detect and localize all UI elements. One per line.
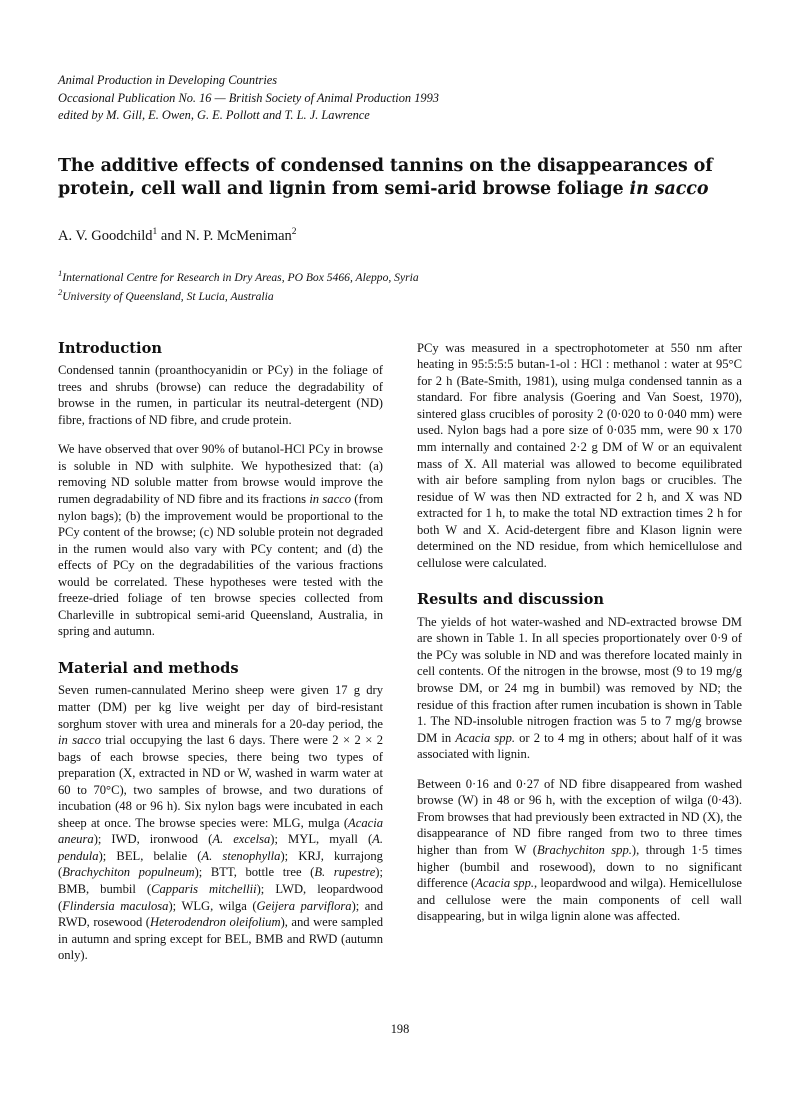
material-methods-paragraph-1: Seven rumen-cannulated Merino sheep were given 17 g dry matter (DM) per kg live weight per day of bird-resistant sorghum stover with urea and minerals for a 20-day period, the in sacco trial occupying the last 6 days. There were 2 × 2 × 2 bags of each browse species, there being two types of preparation (X, extracted in ND or W, washed in warm water at 60 to 70°C), two samples of browse, and two durations of incubation (48 or 96 h). Six nylon bags were incubated in each sheep at once. The browse species were: MLG, mulga (Acacia aneura); IWD, ironwood (A. excelsa); MYL, myall (A. pendula); BEL, belalie (A. stenophylla); KRJ, kurrajong (Brachychiton populneum); BTT, bottle tree (B. rupestre); BMB, bumbil (Capparis mitchellii); LWD, leopardwood (Flindersia maculosa); WLG, wilga (Geijera parviflora); and RWD, rosewood (Heterodendron oleifolium), and were sampled in autumn and spring except for BEL, BMB and RWD (autumn only). xyxy=(58,683,383,963)
author-list: A. V. Goodchild$^1$ and N. P. McMeniman$^2$ xyxy=(58,227,297,245)
column-left xyxy=(58,340,383,964)
series-header xyxy=(58,72,742,125)
body-columns xyxy=(58,340,742,964)
author-affil-marker-1: 1 xyxy=(152,227,158,238)
affiliations xyxy=(58,267,742,306)
affiliation-marker-2: 2 xyxy=(58,287,63,298)
results-paragraph-2: Between 0·16 and 0·27 of ND fibre disappeared from washed browse (W) in 48 or 96 h, with the exception of wilga (0·43). From browses that had previously been extracted in ND (X), the disappearance of ND fibre ranged from two to three times higher than from W (Brachychiton spp.), through 1·5 times higher (bumbil and rosewood), down to no significant difference (Acacia spp., leopardwood and wilga). Hemicellulose and cellulose were the main components of cell wall disappearing, but in wilga lignin alone was affected. xyxy=(417,776,742,924)
heading-material-and-methods: Material and methods xyxy=(58,659,239,677)
page-title xyxy=(58,155,742,202)
author-affil-marker-2: 2 xyxy=(291,227,297,238)
heading-introduction: Introduction xyxy=(58,339,162,357)
heading-results-and-discussion: Results and discussion xyxy=(417,591,604,609)
series-line-1: Animal Production in Developing Countries xyxy=(58,73,278,87)
results-paragraph-1: The yields of hot water-washed and ND-extracted browse DM are shown in Table 1. In all species proportionately over 0·9 of the PCy was soluble in ND and was therefore located mainly in cell contents. Of the nitrogen in the browse, most (9 to 19 mg/g browse DM, or 24 mg in bumbil) was removed by ND; the residue of this fraction after rumen incubation is shown in Table 1. The ND-insoluble nitrogen fraction was 5 to 7 mg/g browse DM in Acacia spp. or 2 to 4 mg in others; about half of it was associated with lignin. xyxy=(417,614,742,762)
introduction-paragraph-2: We have observed that over 90% of butanol-HCl PCy in browse is soluble in ND with sulphite. We hypothesized that: (a) removing ND soluble matter from browse would improve the rumen degradability of ND fibre and its fractions in sacco (from nylon bags); (b) the improvement would be proportional to the PCy content of the browse; (c) ND soluble protein not degraded in the rumen would also vary with PCy content; and (d) the effects of PCy on the degradabilities of the various fractions would be correlated. These hypotheses were tested with the freeze-dried foliage of ten browse species collected from Charleville in subtropical semi-arid Queensland, Australia, in spring and autumn. xyxy=(58,442,383,639)
series-line-3: edited by M. Gill, E. Owen, G. E. Pollott and T. L. J. Lawrence xyxy=(58,108,370,123)
affiliation-2: $^2$University of Queensland, St Lucia, Australia xyxy=(58,287,274,304)
page-number: 198 xyxy=(390,1022,410,1036)
column-right xyxy=(417,340,742,938)
title-italic-text: in sacco xyxy=(629,179,709,200)
affiliation-1: $^1$International Centre for Research in Dry Areas, PO Box 5466, Aleppo, Syria xyxy=(58,268,419,285)
page-content xyxy=(58,72,742,964)
affiliation-marker-1: 1 xyxy=(58,268,63,279)
introduction-paragraph-1: Condensed tannin (proanthocyanidin or PCy) in the foliage of trees and shrubs (browse) can reduce the degradability of browse in the rumen, in particular its neutral-detergent (ND) fibre, fractions of ND fibre, and crude protein. xyxy=(58,363,383,427)
title-text: The additive effects of condensed tannins on the disappearances of protein, cell wall and lignin from semi-arid browse foliage xyxy=(58,155,713,200)
material-methods-paragraph-2: PCy was measured in a spectrophotometer at 550 nm after heating in 95:5:5:5 butan-1-ol : HCl : methanol : water at 95°C for 2 h (Bate-Smith, 1981), using mulga condensed tannin as a standard. For fibre analysis (Goering and Van Soest, 1970), sintered glass crucibles of porosity 2 (0·020 to 0·040 mm) were used. Nylon bags had a pore size of 0·035 mm, were 90 x 170 mm internally and contained 2·2 g DM of W or an equivalent mass of X. All material was allowed to become equilibrated with air before sampling from nylon bags or crucibles. The residue of W was then ND extracted for 2 h, and X was ND extracted for 1 h, to make the total ND extraction times 2 h for both W and X. Acid-detergent fibre and Klason lignin were determined on the ND residue, from which hemicellulose and cellulose were calculated. xyxy=(417,340,742,570)
series-line-2: Occasional Publication No. 16 — British Society of Animal Production 1993 xyxy=(58,90,439,105)
